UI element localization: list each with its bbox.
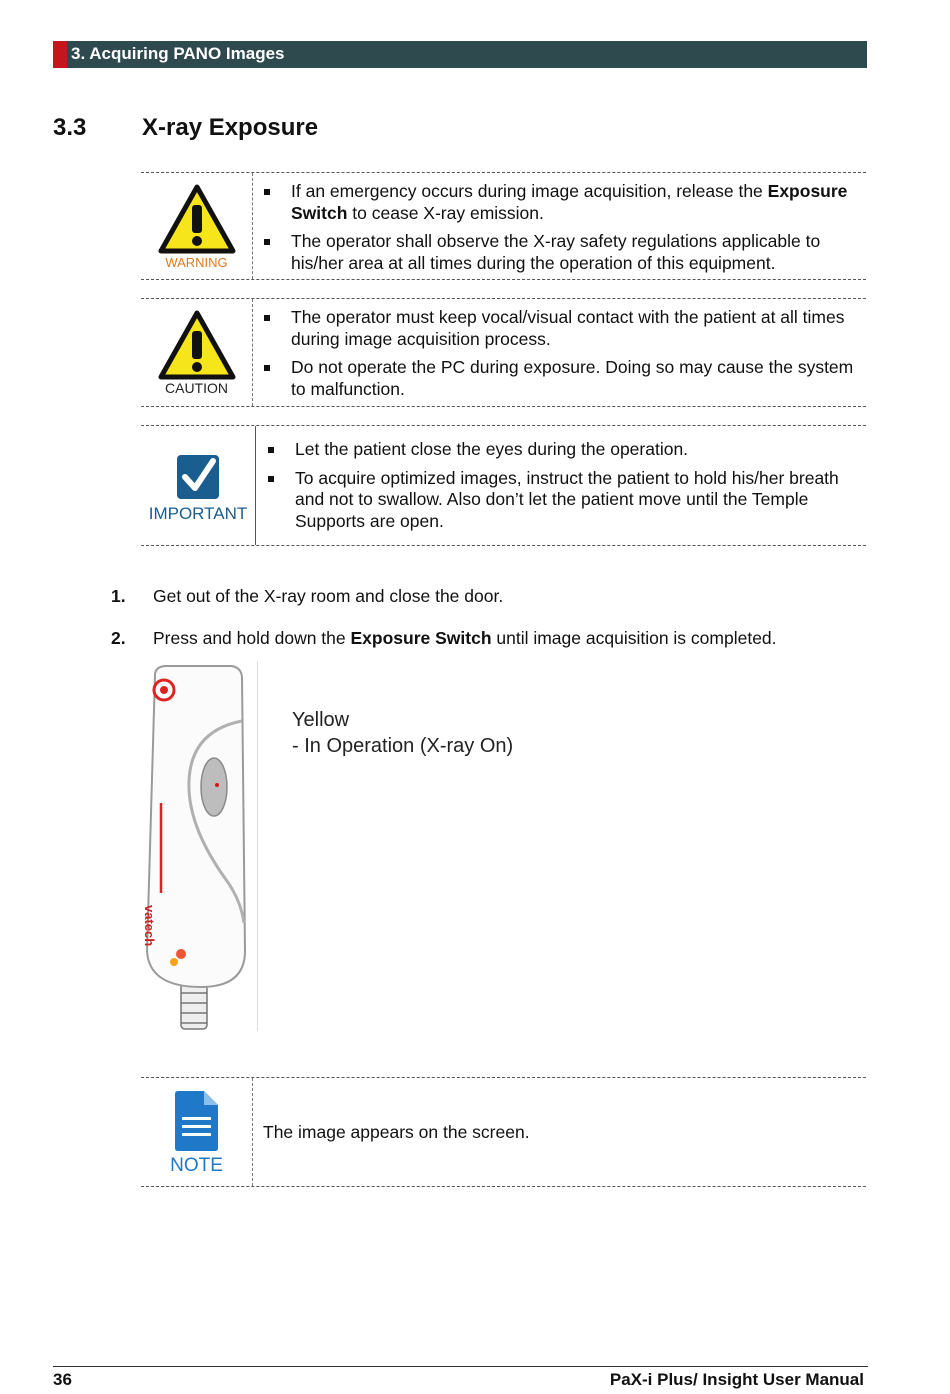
checkbox-icon [175,451,221,503]
chapter-header-bar [53,41,867,68]
brand-logo: vatech [142,905,157,947]
page-number: 36 [53,1370,72,1389]
important-icon-label: IMPORTANT [148,504,248,523]
important-icon-cell [141,426,256,545]
important-box [141,425,866,546]
chapter-title: 3. Acquiring PANO Images [71,44,285,63]
note-document-icon [171,1090,221,1152]
step-1: 1. Get out of the X-ray room and close the door. [111,586,504,606]
warning-item-1: If an emergency occurs during image acquisition, release the Exposure Switch to cease X-ray emission. [261,181,856,224]
important-item-2: To acquire optimized images, instruct the patient to hold his/her breath and not to swallow. Also don’t let the patient move until the Temple Supports are open. [265,468,856,533]
led-color: Yellow [292,709,350,731]
step-2: 2. Press and hold down the Exposure Switch until image acquisition is completed. [111,628,777,648]
caution-icon-label: CAUTION [165,380,228,396]
note-icon-label: NOTE [170,1155,223,1176]
caution-item-2: Do not operate the PC during exposure. Doing so may cause the system to malfunction. [261,357,856,400]
note-icon-cell [141,1078,253,1186]
warning-icon-label: WARNING [165,255,228,270]
exposure-switch-figure [141,661,561,1033]
warning-box [141,172,866,280]
figure-separator [257,661,258,1031]
led-status-label [292,707,513,759]
warning-icon-cell [141,173,253,279]
section-title: X-ray Exposure [142,114,319,141]
exposure-switch-illustration [141,661,257,1031]
section-number: 3.3 [53,114,87,141]
important-item-1: Let the patient close the eyes during the operation. [265,439,856,461]
caution-icon-cell [141,299,253,406]
header-accent [53,41,67,68]
warning-item-2: The operator shall observe the X-ray safety regulations applicable to his/her area at all times during the operation of this equipment. [261,231,856,274]
led-meaning: - In Operation (X-ray On) [292,735,514,757]
caution-item-1: The operator must keep vocal/visual contact with the patient at all times during image acquisition process. [261,307,856,350]
caution-box [141,298,866,407]
footer-rule [53,1366,868,1367]
manual-title: PaX-i Plus/ Insight User Manual [609,1370,864,1389]
note-box [141,1077,866,1187]
note-text: The image appears on the screen. [263,1122,530,1142]
